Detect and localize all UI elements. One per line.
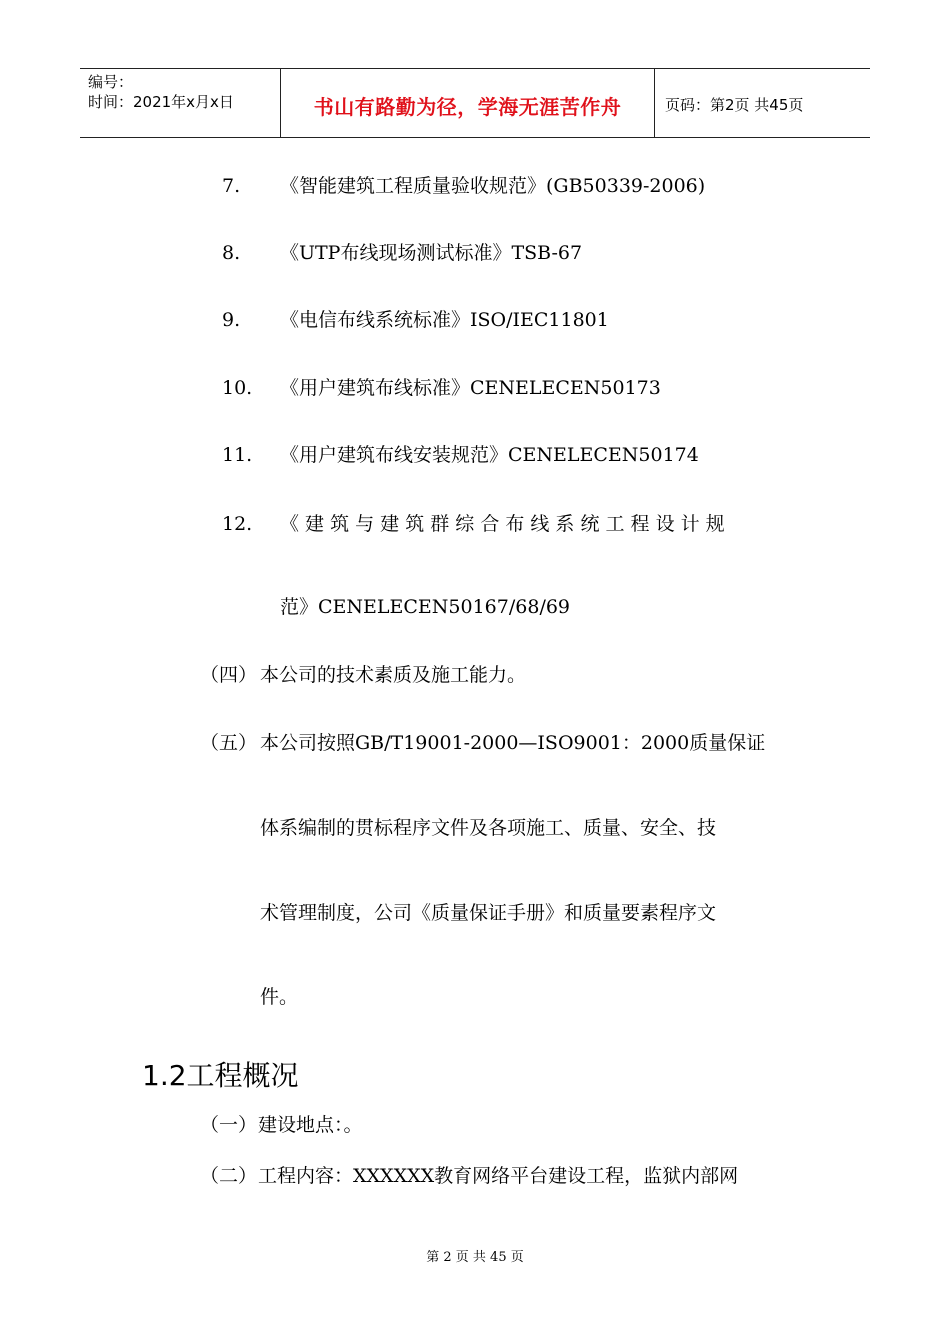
header-page-cell	[655, 69, 870, 137]
item-text: 本公司的技术素质及施工能力。	[260, 664, 527, 686]
list-item	[222, 241, 583, 265]
section-heading: 1.2工程概况	[142, 1059, 299, 1092]
page-header	[80, 68, 870, 138]
time-label: 时间：2021年x月x日	[88, 93, 234, 111]
item-text: 体系编制的贯标程序文件及各项施工、质量、安全、技	[260, 817, 717, 839]
list-item	[222, 308, 609, 332]
page-counter: 页码：第2页 共45页	[665, 96, 804, 114]
item-text: 本公司按照GB/T19001-2000—ISO9001：2000质量保证	[260, 732, 766, 754]
item-text: 工程内容：XXXXXX教育网络平台建设工程，监狱内部网	[258, 1165, 739, 1187]
item-label: （四）	[200, 664, 258, 686]
list-number: 10.	[222, 377, 253, 399]
list-number: 7.	[222, 175, 241, 197]
list-number: 12.	[222, 513, 253, 535]
list-text: 《智能建筑工程质量验收规范》(GB50339-2006)	[280, 175, 706, 197]
item-label: （五）	[200, 732, 258, 754]
list-text: 《用户建筑布线安装规范》CENELECEN50174	[280, 444, 699, 466]
motto: 书山有路勤为径，学海无涯苦作舟	[313, 95, 622, 119]
list-item	[222, 512, 725, 536]
item-label: （二）	[200, 1165, 258, 1187]
item-text: 件。	[260, 986, 299, 1008]
list-text: 《 建 筑 与 建 筑 群 综 合 布 线 系 统 工 程 设 计 规	[280, 513, 725, 535]
list-item	[222, 174, 706, 198]
list-number: 8.	[222, 242, 241, 264]
item-text: 建设地点：。	[258, 1114, 363, 1136]
list-item	[222, 376, 661, 400]
header-meta-cell	[80, 69, 281, 137]
list-item-continuation: 范》CENELECEN50167/68/69	[280, 596, 571, 618]
list-text: 《电信布线系统标准》ISO/IEC11801	[280, 309, 609, 331]
code-label: 编号：	[88, 73, 134, 91]
list-text: 《用户建筑布线标准》CENELECEN50173	[280, 377, 661, 399]
page-footer: 第 2 页 共 45 页	[426, 1250, 524, 1265]
item-label: （一）	[200, 1114, 258, 1136]
list-text: 《UTP布线现场测试标准》TSB-67	[280, 242, 583, 264]
item-text: 术管理制度，公司《质量保证手册》和质量要素程序文	[260, 902, 717, 924]
list-number: 9.	[222, 309, 241, 331]
header-motto-cell	[281, 69, 655, 137]
list-number: 11.	[222, 444, 253, 466]
list-item	[222, 443, 699, 467]
